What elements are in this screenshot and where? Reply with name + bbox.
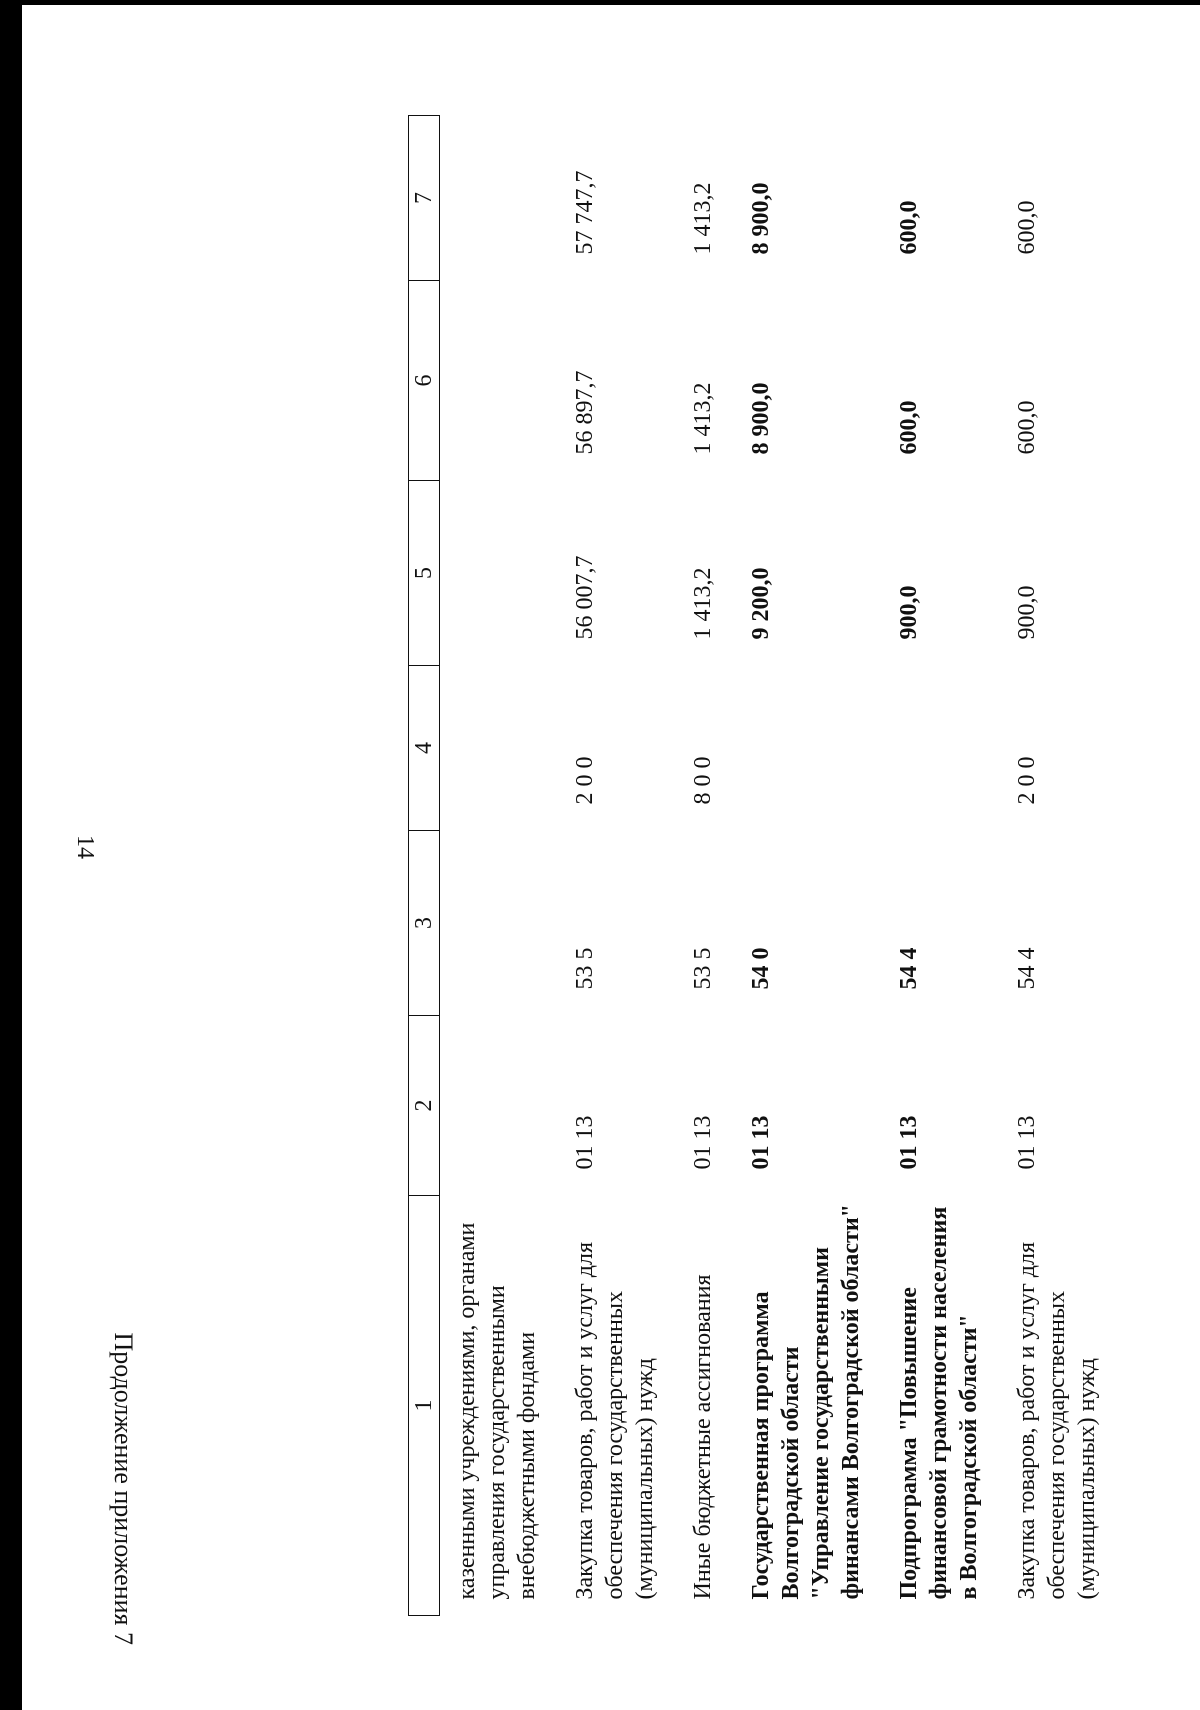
scan-edge-top	[0, 0, 1200, 5]
row-expense-type: 2 0 0	[572, 756, 598, 805]
row-value-col5	[440, 481, 559, 666]
row-target: 54 0	[748, 947, 774, 990]
row-value-col7: 8 900,0	[748, 182, 774, 255]
row-value-col7: 57 747,7	[572, 170, 598, 255]
row-expense-type	[882, 666, 1000, 831]
budget-table	[408, 115, 1118, 1616]
row-target: 54 4	[1014, 947, 1040, 990]
row-name: Иные бюджетные ассигнования	[690, 1274, 716, 1600]
row-name: Государственная программа Волгоградской области "Управление государственными финансами Волгоградской области"	[748, 1203, 864, 1600]
continuation-label: Продолжение приложения 7	[109, 1332, 138, 1645]
row-value-col6: 600,0	[1014, 400, 1040, 455]
row-value-col6: 1 413,2	[690, 382, 716, 455]
header-col-1: 1	[409, 1196, 440, 1616]
row-value-col7: 600,0	[1014, 200, 1040, 255]
table-body	[440, 116, 1119, 1616]
row-section: 01 13	[896, 1115, 922, 1170]
row-value-col5: 9 200,0	[748, 567, 774, 640]
table-row	[558, 116, 676, 1616]
row-value-col7: 600,0	[896, 200, 922, 255]
row-value-col6: 56 897,7	[572, 370, 598, 455]
row-value-col6	[440, 281, 559, 481]
row-expense-type	[440, 666, 559, 831]
row-value-col5: 900,0	[896, 585, 922, 640]
row-expense-type	[734, 666, 882, 831]
row-value-col6: 8 900,0	[748, 382, 774, 455]
row-target: 53 5	[572, 947, 598, 990]
header-col-3: 3	[409, 831, 440, 1016]
row-section: 01 13	[1014, 1115, 1040, 1170]
row-name: Закупка товаров, работ и услуг для обеспечения государственных (муниципальных) нужд	[1014, 1241, 1100, 1600]
row-section: 01 13	[690, 1115, 716, 1170]
row-target: 54 4	[896, 947, 922, 990]
row-target	[440, 831, 559, 1016]
row-value-col5: 1 413,2	[690, 567, 716, 640]
row-name: Закупка товаров, работ и услуг для обеспечения государственных (муниципальных) нужд	[572, 1241, 658, 1600]
row-expense-type: 2 0 0	[1014, 756, 1040, 805]
row-value-col6: 600,0	[896, 400, 922, 455]
row-value-col5: 56 007,7	[572, 555, 598, 640]
row-value-col5: 900,0	[1014, 585, 1040, 640]
header-row	[409, 116, 440, 1616]
rotated-page	[18, 45, 1138, 1675]
row-section	[440, 1016, 559, 1196]
table-row	[734, 116, 882, 1616]
header-col-5: 5	[409, 481, 440, 666]
row-target: 53 5	[690, 947, 716, 990]
header-col-6: 6	[409, 281, 440, 481]
table-row	[882, 116, 1000, 1616]
table-row	[1000, 116, 1118, 1616]
row-name: Подпрограмма "Повышение финансовой грамотности населения в Волгоградской области"	[896, 1206, 982, 1600]
header-col-2: 2	[409, 1016, 440, 1196]
row-section: 01 13	[748, 1115, 774, 1170]
header-col-4: 4	[409, 666, 440, 831]
row-expense-type: 8 0 0	[690, 756, 716, 805]
table-row	[676, 116, 734, 1616]
table-row	[440, 116, 559, 1616]
header-col-7: 7	[409, 116, 440, 281]
row-value-col7	[440, 116, 559, 281]
page-number: 14	[72, 835, 98, 859]
row-section: 01 13	[572, 1115, 598, 1170]
row-name: казенными учреждениями, органами управления государственными внебюджетными фондами	[454, 1222, 540, 1600]
row-value-col7: 1 413,2	[690, 182, 716, 255]
